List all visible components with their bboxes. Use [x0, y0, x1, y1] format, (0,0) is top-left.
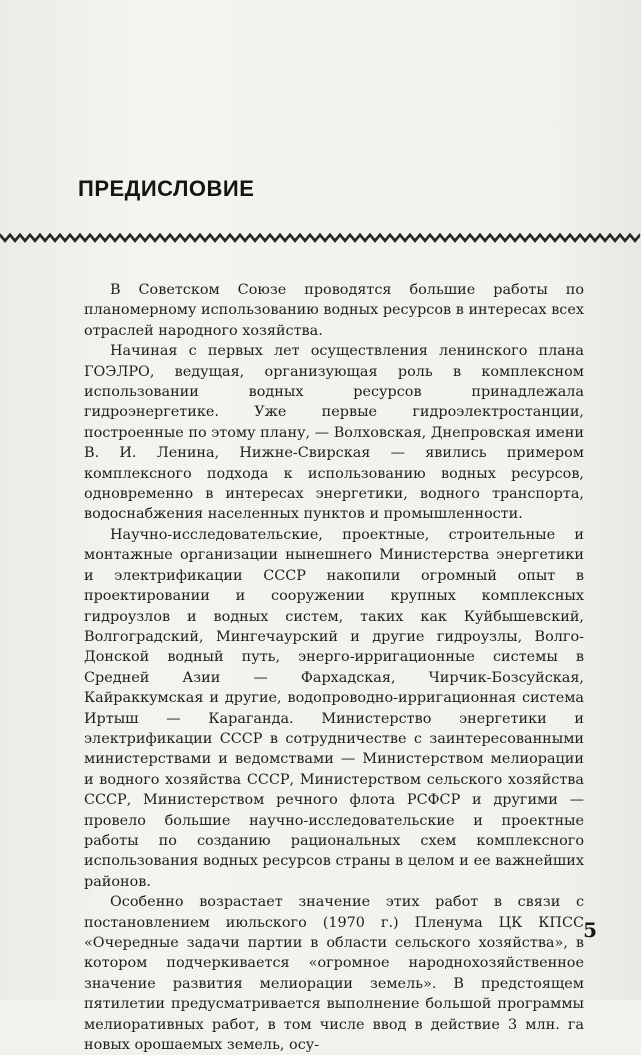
page-number: 5	[583, 918, 597, 942]
bleed-through-text	[330, 40, 630, 59]
paragraph-4: Особенно возрастает значение этих работ в связи с постановлением июльского (1970 г.) Пленума ЦК КПСС «Очередные задачи партии в области сельского хозяйства», в котором подчеркивается «огромное народнохозяйственное значение развития мелиорации земель». В предстоящем пятилетии предусматривается выполнение большой программы мелиоративных работ, в том числе ввод в действие 3 млн. га новых орошаемых земель, осу-	[84, 894, 584, 1054]
body-text	[84, 280, 584, 1055]
zigzag-divider	[0, 228, 641, 246]
section-heading: ПРЕДИСЛОВИЕ	[78, 176, 255, 201]
paragraph-3: Научно-исследовательские, проектные, строительные и монтажные организации нынешнего Министерства энергетики и электрификации СССР накопили огромный опыт в проектировании и сооружении крупных комплексных гидроузлов и водных систем, таких как Куйбышевский, Волгоградский, Мингечаурский и другие гидроузлы, Волго-Донской водный путь, энерго-ирригационные системы в Средней Азии — Фархадская, Чирчик-Бозсуйская, Кайраккумская и другие, водопроводно-ирригационная система Иртыш — Караганда. Министерство энергетики и электрификации СССР в сотрудничестве с заинтересованными министерствами и ведомствами — Министерством мелиорации и водного хозяйства СССР, Министерством сельского хозяйства СССР, Министерством речного флота РСФСР и другими — провело большие научно-исследовательские и проектные работы по созданию рациональных схем комплексного использования водных ресурсов страны в целом и ее важнейших районов.	[84, 526, 584, 890]
paragraph-1: В Советском Союзе проводятся большие работы по планомерному использованию водных ресурсов в интересах всех отраслей народного хозяйства.	[84, 282, 584, 339]
paragraph-2: Начиная с первых лет осуществления ленинского плана ГОЭЛРО, ведущая, организующая роль в комплексном использовании водных ресурсов принадлежала гидроэнергетике. Уже первые гидроэлектростанции, построенные по этому плану, — Волховская, Днепровская имени В. И. Ленина, Нижне-Свирская — явились примером комплексного подхода к использованию водных ресурсов, одновременно в интересах энергетики, водного транспорта, водоснабжения населенных пунктов и промышленности.	[84, 343, 584, 523]
